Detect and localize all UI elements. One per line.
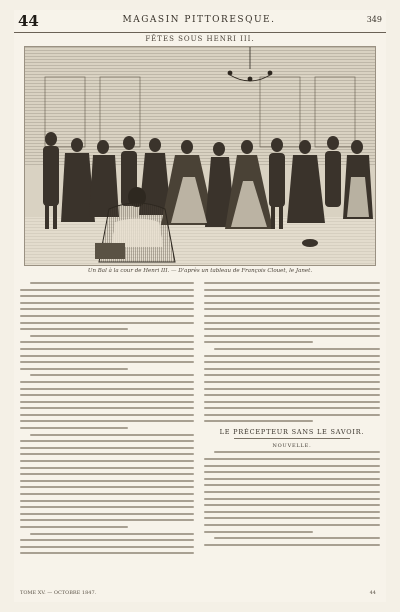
- text-column-right: [204, 282, 380, 550]
- page-number: 349: [366, 15, 382, 24]
- dog-figure: [302, 239, 318, 247]
- illustration-caption: Un Bal à la cour de Henri III. — D'après un tableau de François Clouet, le Janet.: [87, 268, 313, 274]
- ballroom-engraving: [25, 47, 375, 265]
- subheading-rule: [234, 438, 350, 439]
- issue-number: 44: [18, 12, 39, 30]
- running-title: MAGASIN PITTORESQUE.: [122, 15, 276, 25]
- subheading: LE PRÉCEPTEUR SANS LE SAVOIR.: [219, 428, 365, 437]
- page-header: [14, 10, 386, 33]
- subheading-small: NOUVELLE.: [272, 443, 312, 450]
- magazine-page: [14, 10, 386, 602]
- text-column-left: [20, 282, 194, 559]
- section-title: FÊTES SOUS HENRI III.: [145, 35, 255, 43]
- footer-volume: TOME XV. — OCTOBRE 1847.: [20, 590, 97, 596]
- engraving-illustration: [24, 46, 376, 266]
- footer-signature: 44: [369, 590, 376, 596]
